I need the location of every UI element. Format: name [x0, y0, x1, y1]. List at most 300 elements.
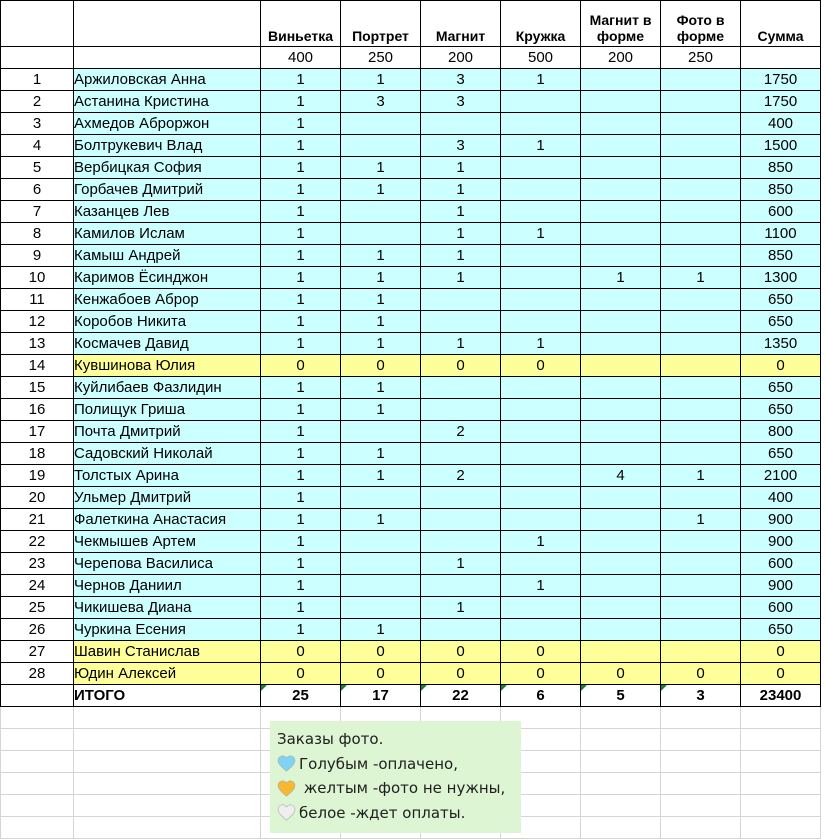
sum-cell[interactable]: 650	[741, 377, 821, 399]
total-quantity-cell[interactable]: 17	[341, 685, 421, 707]
row-number-cell[interactable]: 11	[1, 289, 74, 311]
cell[interactable]	[1, 685, 74, 707]
quantity-cell[interactable]	[501, 465, 581, 487]
header-cell[interactable]: Виньетка	[261, 1, 341, 47]
quantity-cell[interactable]: 1	[421, 157, 501, 179]
quantity-cell[interactable]	[661, 597, 741, 619]
student-name-cell[interactable]: Камыш Андрей	[74, 245, 261, 267]
quantity-cell[interactable]	[501, 553, 581, 575]
student-name-cell[interactable]: Болтрукевич Влад	[74, 135, 261, 157]
quantity-cell[interactable]: 1	[341, 465, 421, 487]
student-name-cell[interactable]: Астанина Кристина	[74, 91, 261, 113]
quantity-cell[interactable]: 1	[261, 113, 341, 135]
row-number-cell[interactable]: 16	[1, 399, 74, 421]
row-number-cell[interactable]: 6	[1, 179, 74, 201]
student-name-cell[interactable]: Фалеткина Анастасия	[74, 509, 261, 531]
quantity-cell[interactable]: 2	[421, 465, 501, 487]
student-name-cell[interactable]: Коробов Никита	[74, 311, 261, 333]
quantity-cell[interactable]	[421, 619, 501, 641]
student-name-cell[interactable]: Чуркина Есения	[74, 619, 261, 641]
quantity-cell[interactable]	[501, 487, 581, 509]
quantity-cell[interactable]	[581, 91, 661, 113]
student-name-cell[interactable]: Космачев Давид	[74, 333, 261, 355]
student-name-cell[interactable]: Почта Дмитрий	[74, 421, 261, 443]
row-number-cell[interactable]: 24	[1, 575, 74, 597]
quantity-cell[interactable]	[501, 597, 581, 619]
quantity-cell[interactable]: 1	[261, 487, 341, 509]
sum-cell[interactable]: 650	[741, 399, 821, 421]
quantity-cell[interactable]	[421, 289, 501, 311]
quantity-cell[interactable]	[501, 201, 581, 223]
quantity-cell[interactable]: 1	[341, 157, 421, 179]
row-number-cell[interactable]: 9	[1, 245, 74, 267]
quantity-cell[interactable]	[501, 289, 581, 311]
sum-cell[interactable]: 600	[741, 201, 821, 223]
sum-cell[interactable]: 850	[741, 179, 821, 201]
quantity-cell[interactable]: 1	[501, 69, 581, 91]
total-quantity-cell[interactable]: 6	[501, 685, 581, 707]
quantity-cell[interactable]	[421, 575, 501, 597]
quantity-cell[interactable]: 1	[421, 333, 501, 355]
sum-cell[interactable]: 1750	[741, 69, 821, 91]
empty-cell[interactable]	[741, 751, 821, 773]
empty-cell[interactable]	[741, 795, 821, 817]
student-name-cell[interactable]: Камилов Ислам	[74, 223, 261, 245]
quantity-cell[interactable]	[661, 619, 741, 641]
empty-cell[interactable]	[741, 707, 821, 729]
student-name-cell[interactable]: Черепова Василиса	[74, 553, 261, 575]
quantity-cell[interactable]	[341, 597, 421, 619]
quantity-cell[interactable]: 1	[261, 333, 341, 355]
quantity-cell[interactable]	[581, 201, 661, 223]
cell[interactable]	[74, 47, 261, 69]
sum-cell[interactable]: 0	[741, 355, 821, 377]
quantity-cell[interactable]: 1	[421, 597, 501, 619]
quantity-cell[interactable]	[501, 421, 581, 443]
price-cell[interactable]: 200	[581, 47, 661, 69]
empty-cell[interactable]	[1, 817, 74, 839]
empty-cell[interactable]	[581, 729, 661, 751]
quantity-cell[interactable]: 1	[261, 179, 341, 201]
student-name-cell[interactable]: Толстых Арина	[74, 465, 261, 487]
quantity-cell[interactable]: 1	[261, 531, 341, 553]
quantity-cell[interactable]: 0	[501, 641, 581, 663]
student-name-cell[interactable]: Вербицкая София	[74, 157, 261, 179]
quantity-cell[interactable]: 1	[421, 223, 501, 245]
quantity-cell[interactable]	[501, 267, 581, 289]
quantity-cell[interactable]	[661, 553, 741, 575]
quantity-cell[interactable]: 3	[341, 91, 421, 113]
quantity-cell[interactable]	[661, 113, 741, 135]
sum-cell[interactable]: 650	[741, 311, 821, 333]
quantity-cell[interactable]	[581, 179, 661, 201]
quantity-cell[interactable]: 1	[341, 69, 421, 91]
quantity-cell[interactable]: 1	[421, 201, 501, 223]
quantity-cell[interactable]: 0	[341, 663, 421, 685]
sum-cell[interactable]: 1500	[741, 135, 821, 157]
quantity-cell[interactable]: 1	[261, 421, 341, 443]
empty-cell[interactable]	[741, 773, 821, 795]
quantity-cell[interactable]	[581, 69, 661, 91]
row-number-cell[interactable]: 20	[1, 487, 74, 509]
header-cell[interactable]: Фото в форме	[661, 1, 741, 47]
empty-cell[interactable]	[1, 795, 74, 817]
empty-cell[interactable]	[741, 729, 821, 751]
row-number-cell[interactable]: 18	[1, 443, 74, 465]
sum-cell[interactable]: 900	[741, 531, 821, 553]
row-number-cell[interactable]: 7	[1, 201, 74, 223]
quantity-cell[interactable]	[581, 619, 661, 641]
quantity-cell[interactable]: 1	[421, 267, 501, 289]
sum-cell[interactable]: 600	[741, 553, 821, 575]
price-cell[interactable]: 500	[501, 47, 581, 69]
quantity-cell[interactable]	[341, 113, 421, 135]
student-name-cell[interactable]: Кувшинова Юлия	[74, 355, 261, 377]
quantity-cell[interactable]: 1	[341, 289, 421, 311]
quantity-cell[interactable]: 1	[261, 91, 341, 113]
row-number-cell[interactable]: 10	[1, 267, 74, 289]
student-name-cell[interactable]: Каримов Ёсинджон	[74, 267, 261, 289]
row-number-cell[interactable]: 28	[1, 663, 74, 685]
row-number-cell[interactable]: 5	[1, 157, 74, 179]
quantity-cell[interactable]	[581, 157, 661, 179]
quantity-cell[interactable]	[501, 443, 581, 465]
cell[interactable]	[74, 1, 261, 47]
quantity-cell[interactable]: 0	[501, 355, 581, 377]
quantity-cell[interactable]: 3	[421, 69, 501, 91]
student-name-cell[interactable]: Полищук Гриша	[74, 399, 261, 421]
quantity-cell[interactable]: 1	[261, 509, 341, 531]
quantity-cell[interactable]: 1	[581, 267, 661, 289]
quantity-cell[interactable]	[501, 245, 581, 267]
empty-cell[interactable]	[581, 817, 661, 839]
student-name-cell[interactable]: Чекмышев Артем	[74, 531, 261, 553]
sum-cell[interactable]: 800	[741, 421, 821, 443]
quantity-cell[interactable]	[661, 487, 741, 509]
student-name-cell[interactable]: Ульмер Дмитрий	[74, 487, 261, 509]
student-name-cell[interactable]: Аржиловская Анна	[74, 69, 261, 91]
quantity-cell[interactable]	[581, 553, 661, 575]
student-name-cell[interactable]: Шавин Станислав	[74, 641, 261, 663]
sum-cell[interactable]: 600	[741, 597, 821, 619]
quantity-cell[interactable]: 1	[261, 553, 341, 575]
quantity-cell[interactable]	[581, 399, 661, 421]
quantity-cell[interactable]	[661, 135, 741, 157]
total-quantity-cell[interactable]: 22	[421, 685, 501, 707]
quantity-cell[interactable]	[421, 443, 501, 465]
row-number-cell[interactable]: 22	[1, 531, 74, 553]
quantity-cell[interactable]: 0	[421, 355, 501, 377]
sum-cell[interactable]: 400	[741, 487, 821, 509]
quantity-cell[interactable]	[581, 245, 661, 267]
student-name-cell[interactable]: Ахмедов Аброржон	[74, 113, 261, 135]
empty-cell[interactable]	[581, 707, 661, 729]
quantity-cell[interactable]: 3	[421, 91, 501, 113]
quantity-cell[interactable]: 1	[501, 333, 581, 355]
quantity-cell[interactable]: 1	[261, 289, 341, 311]
empty-cell[interactable]	[74, 729, 261, 751]
cell[interactable]	[1, 1, 74, 47]
quantity-cell[interactable]: 1	[341, 399, 421, 421]
row-number-cell[interactable]: 27	[1, 641, 74, 663]
quantity-cell[interactable]: 0	[421, 663, 501, 685]
sum-cell[interactable]: 900	[741, 575, 821, 597]
header-cell[interactable]: Портрет	[341, 1, 421, 47]
quantity-cell[interactable]: 4	[581, 465, 661, 487]
quantity-cell[interactable]	[501, 619, 581, 641]
empty-cell[interactable]	[661, 773, 741, 795]
price-cell[interactable]: 400	[261, 47, 341, 69]
student-name-cell[interactable]: Кенжабоев Аброр	[74, 289, 261, 311]
quantity-cell[interactable]: 1	[261, 575, 341, 597]
total-quantity-cell[interactable]: 25	[261, 685, 341, 707]
quantity-cell[interactable]	[341, 531, 421, 553]
quantity-cell[interactable]	[341, 201, 421, 223]
quantity-cell[interactable]	[581, 575, 661, 597]
empty-cell[interactable]	[581, 773, 661, 795]
student-name-cell[interactable]: Юдин Алексей	[74, 663, 261, 685]
quantity-cell[interactable]: 1	[341, 179, 421, 201]
quantity-cell[interactable]: 1	[341, 311, 421, 333]
row-number-cell[interactable]: 21	[1, 509, 74, 531]
empty-cell[interactable]	[1, 773, 74, 795]
quantity-cell[interactable]: 1	[261, 69, 341, 91]
quantity-cell[interactable]	[341, 487, 421, 509]
header-cell[interactable]: Кружка	[501, 1, 581, 47]
row-number-cell[interactable]: 14	[1, 355, 74, 377]
quantity-cell[interactable]: 1	[261, 157, 341, 179]
quantity-cell[interactable]	[661, 91, 741, 113]
student-name-cell[interactable]: Казанцев Лев	[74, 201, 261, 223]
quantity-cell[interactable]: 1	[261, 135, 341, 157]
empty-cell[interactable]	[581, 751, 661, 773]
quantity-cell[interactable]	[501, 509, 581, 531]
quantity-cell[interactable]: 1	[341, 509, 421, 531]
quantity-cell[interactable]: 1	[501, 575, 581, 597]
quantity-cell[interactable]: 1	[341, 619, 421, 641]
quantity-cell[interactable]: 1	[261, 443, 341, 465]
row-number-cell[interactable]: 26	[1, 619, 74, 641]
empty-cell[interactable]	[661, 707, 741, 729]
cell[interactable]	[741, 47, 821, 69]
student-name-cell[interactable]: Куйлибаев Фазлидин	[74, 377, 261, 399]
quantity-cell[interactable]	[661, 201, 741, 223]
quantity-cell[interactable]	[661, 575, 741, 597]
quantity-cell[interactable]	[661, 355, 741, 377]
quantity-cell[interactable]: 1	[261, 399, 341, 421]
quantity-cell[interactable]	[661, 531, 741, 553]
row-number-cell[interactable]: 13	[1, 333, 74, 355]
quantity-cell[interactable]	[581, 311, 661, 333]
sum-cell[interactable]: 0	[741, 663, 821, 685]
row-number-cell[interactable]: 8	[1, 223, 74, 245]
row-number-cell[interactable]: 19	[1, 465, 74, 487]
quantity-cell[interactable]: 1	[661, 465, 741, 487]
quantity-cell[interactable]: 0	[661, 663, 741, 685]
quantity-cell[interactable]	[421, 399, 501, 421]
sum-cell[interactable]: 1300	[741, 267, 821, 289]
empty-cell[interactable]	[1, 751, 74, 773]
sum-cell[interactable]: 400	[741, 113, 821, 135]
quantity-cell[interactable]: 0	[261, 355, 341, 377]
total-quantity-cell[interactable]: 3	[661, 685, 741, 707]
quantity-cell[interactable]: 1	[341, 377, 421, 399]
quantity-cell[interactable]: 0	[421, 641, 501, 663]
quantity-cell[interactable]: 1	[261, 223, 341, 245]
quantity-cell[interactable]: 1	[661, 509, 741, 531]
quantity-cell[interactable]	[581, 135, 661, 157]
quantity-cell[interactable]	[341, 135, 421, 157]
quantity-cell[interactable]	[581, 289, 661, 311]
quantity-cell[interactable]	[421, 311, 501, 333]
sum-cell[interactable]: 650	[741, 619, 821, 641]
quantity-cell[interactable]	[581, 487, 661, 509]
quantity-cell[interactable]	[661, 641, 741, 663]
empty-cell[interactable]	[741, 817, 821, 839]
price-cell[interactable]: 250	[341, 47, 421, 69]
sum-cell[interactable]: 1750	[741, 91, 821, 113]
quantity-cell[interactable]	[581, 531, 661, 553]
empty-cell[interactable]	[661, 817, 741, 839]
header-cell[interactable]: Сумма	[741, 1, 821, 47]
student-name-cell[interactable]: Садовский Николай	[74, 443, 261, 465]
quantity-cell[interactable]: 1	[261, 245, 341, 267]
quantity-cell[interactable]	[581, 509, 661, 531]
quantity-cell[interactable]	[421, 509, 501, 531]
quantity-cell[interactable]	[501, 113, 581, 135]
quantity-cell[interactable]	[421, 113, 501, 135]
sum-cell[interactable]: 650	[741, 289, 821, 311]
quantity-cell[interactable]: 1	[421, 179, 501, 201]
quantity-cell[interactable]: 1	[261, 201, 341, 223]
quantity-cell[interactable]	[341, 223, 421, 245]
quantity-cell[interactable]	[661, 245, 741, 267]
quantity-cell[interactable]	[581, 355, 661, 377]
empty-cell[interactable]	[74, 707, 261, 729]
student-name-cell[interactable]: Чикишева Диана	[74, 597, 261, 619]
row-number-cell[interactable]: 15	[1, 377, 74, 399]
quantity-cell[interactable]	[421, 377, 501, 399]
row-number-cell[interactable]: 3	[1, 113, 74, 135]
quantity-cell[interactable]	[661, 179, 741, 201]
empty-cell[interactable]	[74, 773, 261, 795]
quantity-cell[interactable]: 1	[261, 619, 341, 641]
sum-cell[interactable]: 850	[741, 157, 821, 179]
sum-cell[interactable]: 2100	[741, 465, 821, 487]
quantity-cell[interactable]	[661, 69, 741, 91]
price-cell[interactable]: 250	[661, 47, 741, 69]
quantity-cell[interactable]	[501, 157, 581, 179]
row-number-cell[interactable]: 25	[1, 597, 74, 619]
quantity-cell[interactable]	[421, 531, 501, 553]
quantity-cell[interactable]	[501, 399, 581, 421]
header-cell[interactable]: Магнит в форме	[581, 1, 661, 47]
quantity-cell[interactable]	[501, 377, 581, 399]
quantity-cell[interactable]	[341, 421, 421, 443]
row-number-cell[interactable]: 4	[1, 135, 74, 157]
sum-cell[interactable]: 650	[741, 443, 821, 465]
quantity-cell[interactable]: 1	[261, 465, 341, 487]
quantity-cell[interactable]: 1	[501, 223, 581, 245]
quantity-cell[interactable]	[581, 641, 661, 663]
quantity-cell[interactable]: 1	[261, 267, 341, 289]
total-sum-cell[interactable]: 23400	[741, 685, 821, 707]
quantity-cell[interactable]	[341, 553, 421, 575]
price-cell[interactable]: 200	[421, 47, 501, 69]
row-number-cell[interactable]: 17	[1, 421, 74, 443]
row-number-cell[interactable]: 12	[1, 311, 74, 333]
quantity-cell[interactable]: 1	[261, 377, 341, 399]
quantity-cell[interactable]	[501, 179, 581, 201]
quantity-cell[interactable]	[661, 157, 741, 179]
quantity-cell[interactable]: 0	[581, 663, 661, 685]
empty-cell[interactable]	[661, 729, 741, 751]
quantity-cell[interactable]: 0	[261, 641, 341, 663]
quantity-cell[interactable]	[661, 289, 741, 311]
sum-cell[interactable]: 900	[741, 509, 821, 531]
cell[interactable]	[1, 47, 74, 69]
quantity-cell[interactable]	[661, 377, 741, 399]
quantity-cell[interactable]: 0	[261, 663, 341, 685]
quantity-cell[interactable]: 0	[501, 663, 581, 685]
quantity-cell[interactable]	[581, 421, 661, 443]
quantity-cell[interactable]: 1	[661, 267, 741, 289]
quantity-cell[interactable]	[581, 333, 661, 355]
quantity-cell[interactable]: 1	[421, 245, 501, 267]
empty-cell[interactable]	[74, 795, 261, 817]
quantity-cell[interactable]	[581, 223, 661, 245]
quantity-cell[interactable]	[421, 487, 501, 509]
row-number-cell[interactable]: 1	[1, 69, 74, 91]
quantity-cell[interactable]	[501, 311, 581, 333]
empty-cell[interactable]	[581, 795, 661, 817]
total-quantity-cell[interactable]: 5	[581, 685, 661, 707]
quantity-cell[interactable]: 1	[341, 333, 421, 355]
quantity-cell[interactable]	[501, 91, 581, 113]
quantity-cell[interactable]: 2	[421, 421, 501, 443]
quantity-cell[interactable]	[661, 399, 741, 421]
quantity-cell[interactable]	[581, 443, 661, 465]
quantity-cell[interactable]: 0	[341, 641, 421, 663]
empty-cell[interactable]	[1, 729, 74, 751]
empty-cell[interactable]	[661, 751, 741, 773]
student-name-cell[interactable]: Горбачев Дмитрий	[74, 179, 261, 201]
quantity-cell[interactable]: 1	[341, 245, 421, 267]
sum-cell[interactable]: 1100	[741, 223, 821, 245]
empty-cell[interactable]	[74, 751, 261, 773]
sum-cell[interactable]: 1350	[741, 333, 821, 355]
quantity-cell[interactable]	[581, 377, 661, 399]
quantity-cell[interactable]	[661, 333, 741, 355]
quantity-cell[interactable]	[661, 311, 741, 333]
quantity-cell[interactable]	[661, 421, 741, 443]
quantity-cell[interactable]: 1	[341, 267, 421, 289]
quantity-cell[interactable]: 0	[341, 355, 421, 377]
quantity-cell[interactable]: 1	[501, 531, 581, 553]
quantity-cell[interactable]: 1	[341, 443, 421, 465]
quantity-cell[interactable]: 1	[501, 135, 581, 157]
empty-cell[interactable]	[1, 707, 74, 729]
sum-cell[interactable]: 0	[741, 641, 821, 663]
quantity-cell[interactable]	[661, 223, 741, 245]
quantity-cell[interactable]	[661, 443, 741, 465]
quantity-cell[interactable]: 3	[421, 135, 501, 157]
empty-cell[interactable]	[74, 817, 261, 839]
row-number-cell[interactable]: 2	[1, 91, 74, 113]
quantity-cell[interactable]: 1	[261, 597, 341, 619]
sum-cell[interactable]: 850	[741, 245, 821, 267]
quantity-cell[interactable]: 1	[421, 553, 501, 575]
